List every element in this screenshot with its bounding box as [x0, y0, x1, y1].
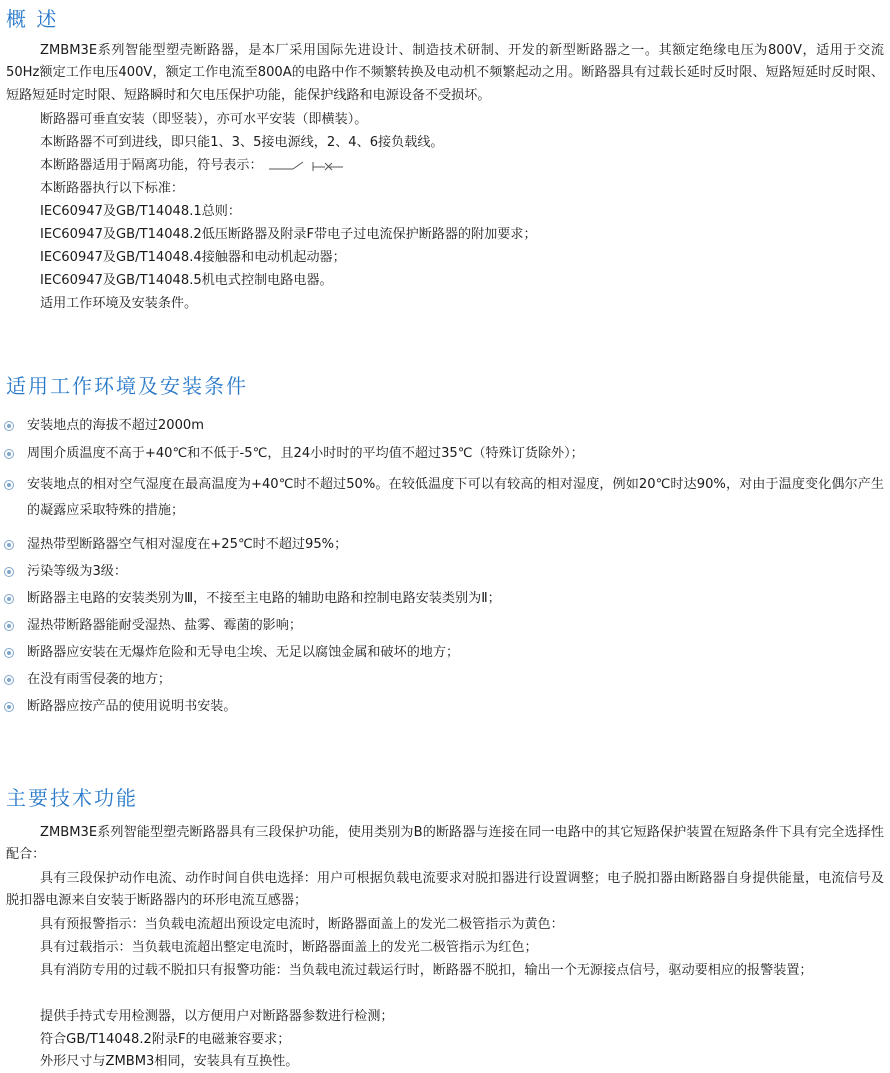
list-item: 断路器应安装在无爆炸危险和无导电尘埃、无足以腐蚀金属和破坏的地方；	[4, 640, 884, 666]
functions-para-pre-alarm: 具有预报警指示：当负载电流超出预设定电流时，断路器面盖上的发光二极管指示为黄色：	[40, 917, 564, 932]
overview-line-conditions: 适用工作环境及安装条件。	[40, 296, 198, 311]
list-item: 安装地点的相对空气湿度在最高温度为+40℃时不超过50%。在较低温度下可以有较高的相对湿度，例如20℃时达90%，对由于温度变化偶尔产生的凝露应采取特殊的措施；	[4, 472, 884, 524]
overview-intro: ZMBM3E系列智能型塑壳断路器，是本厂采用国际先进设计、制造技术研制、开发的新型断路器之一。其额定绝缘电压为800V，适用于交流50Hz额定工作电压400V，额定工作电流至800A的电路中作不频繁转换及电动机不频繁起动之用。断路器具有过载长延时反时限、短路短延时反时限、短路短延时定时限、短路瞬时和欠电压保护功能，能保护线路和电源设备不受损坏。	[6, 43, 884, 103]
overview-title: 概 述	[6, 7, 59, 31]
bullet-circle-icon	[4, 421, 14, 431]
functions-para-selectivity: ZMBM3E系列智能型塑壳断路器具有三段保护功能，使用类别为B的断路器与连接在同一电路中的其它短路保护装置在短路条件下具有完全选择性配合：	[6, 825, 884, 863]
list-item: 周围介质温度不高于+40℃和不低于-5℃，且24小时时的平均值不超过35℃（特殊订货除外）；	[4, 441, 884, 467]
overview-line-std-2: IEC60947及GB/T14048.2低压断路器及附录F带电子过电流保护断路器的附加要求；	[40, 227, 537, 242]
bullet-circle-icon	[4, 675, 14, 685]
bullet-circle-icon	[4, 594, 14, 604]
overview-line-std-1: IEC60947及GB/T14048.1总则：	[40, 204, 241, 219]
bullet-circle-icon	[4, 480, 14, 490]
overview-line-isolation	[40, 155, 349, 177]
list-item: 安装地点的海拔不超过2000m	[4, 413, 884, 439]
overview-line-wiring: 本断路器不可到进线，即只能1、3、5接电源线，2、4、6接负载线。	[40, 135, 444, 150]
functions-para-detector: 提供手持式专用检测器，以方便用户对断路器参数进行检测；	[40, 1009, 394, 1024]
functions-para-self-powered: 具有三段保护动作电流、动作时间自供电选择：用户可根据负载电流要求对脱扣器进行设置调整；电子脱扣器由断路器自身提供能量，电流信号及脱扣器电源来自安装于断路器内的环形电流互感器；	[6, 871, 884, 909]
list-item: 断路器主电路的安装类别为Ⅲ，不接至主电路的辅助电路和控制电路安装类别为Ⅱ；	[4, 586, 884, 612]
environment-title: 适用工作环境及安装条件	[6, 374, 248, 398]
overview-line-std-4: IEC60947及GB/T14048.4接触器和电动机起动器；	[40, 250, 346, 265]
list-item: 污染等级为3级：	[4, 559, 884, 585]
functions-para-emc: 符合GB/T14048.2附录F的电磁兼容要求；	[40, 1032, 291, 1047]
bullet-circle-icon	[4, 702, 14, 712]
bullet-circle-icon	[4, 621, 14, 631]
list-item: 湿热带型断路器空气相对湿度在+25℃时不超过95%；	[4, 532, 884, 558]
bullet-circle-icon	[4, 648, 14, 658]
bullet-circle-icon	[4, 540, 14, 550]
bullet-circle-icon	[4, 567, 14, 577]
list-item: 在没有雨雪侵袭的地方；	[4, 667, 884, 693]
isolation-symbol-icon	[269, 159, 349, 173]
functions-para-dimensions: 外形尺寸与ZMBM3相同，安装具有互换性。	[40, 1054, 299, 1069]
functions-title: 主要技术功能	[6, 786, 138, 810]
isolation-text: 本断路器适用于隔离功能，符号表示：	[40, 158, 263, 173]
list-item: 湿热带断路器能耐受湿热、盐雾、霉菌的影响；	[4, 613, 884, 639]
list-item: 断路器应按产品的使用说明书安装。	[4, 694, 884, 720]
bullet-circle-icon	[4, 449, 14, 459]
overview-line-std-5: IEC60947及GB/T14048.5机电式控制电路电器。	[40, 273, 333, 288]
functions-para-overload: 具有过载指示：当负载电流超出整定电流时，断路器面盖上的发光二极管指示为红色；	[40, 940, 538, 955]
overview-line-standards: 本断路器执行以下标准：	[40, 181, 185, 196]
overview-line-mounting: 断路器可垂直安装（即竖装），亦可水平安装（即横装）。	[40, 112, 368, 127]
functions-para-fire: 具有消防专用的过载不脱扣只有报警功能：当负载电流过载运行时，断路器不脱扣，输出一个无源接点信号，驱动要相应的报警装置；	[40, 963, 813, 978]
